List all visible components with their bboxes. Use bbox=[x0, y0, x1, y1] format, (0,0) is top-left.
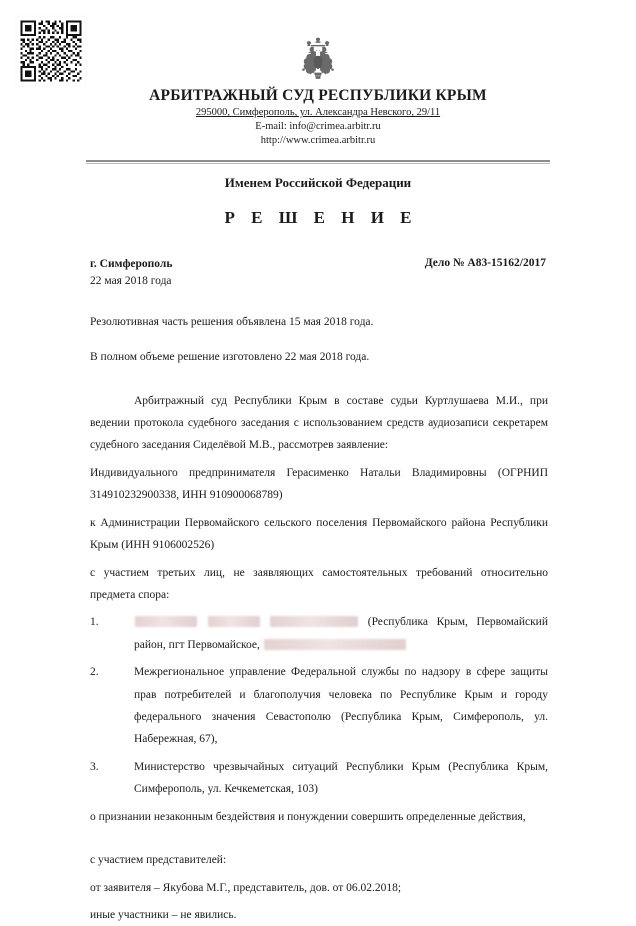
redacted-name-block-1 bbox=[135, 616, 197, 627]
third-parties-intro: с участием третьих лиц, не заявляющих самостоятельных требований относительно предмета спора: bbox=[90, 566, 548, 601]
third-party-1-number: 1. bbox=[90, 616, 99, 629]
full-text-announcement: В полном объеме решение изготовлено 22 мая 2018 года. bbox=[90, 351, 370, 364]
decision-date: 22 мая 2018 года bbox=[90, 275, 172, 288]
court-address: 295000, Симферополь, ул. Александра Невского, 29/11 bbox=[195, 107, 441, 119]
russian-coat-of-arms-icon bbox=[297, 36, 339, 84]
other-participants: иные участники – не явились. bbox=[90, 908, 237, 921]
city-label: г. Симферополь bbox=[90, 258, 173, 271]
third-party-3-text: Министерство чрезвычайных ситуаций Республики Крым (Республика Крым, Симферополь, ул. Кечкеметская, 103) bbox=[134, 760, 548, 796]
document-meta bbox=[90, 256, 546, 289]
subject-of-claim: о признании незаконным бездействия и понуждении совершить определенные действия, bbox=[90, 810, 526, 823]
third-party-item-1 bbox=[90, 611, 548, 656]
applicant-representative: от заявителя – Якубова М.Г., представитель, дов. от 06.02.2018; bbox=[90, 881, 402, 894]
header-divider bbox=[86, 160, 550, 164]
court-composition-paragraph: Арбитражный суд Республики Крым в составе судьи Куртлушаева М.И., при ведении протокола судебного заседания с использованием средств аудиозаписи секретарем судебного заседания Сиделёвой М.В., рассмотрев заявление: bbox=[90, 394, 548, 452]
page-title: Р Е Ш Е Н И Е bbox=[224, 208, 418, 228]
third-party-item-3 bbox=[90, 756, 548, 801]
redacted-address-block bbox=[264, 639, 406, 650]
third-party-3-number: 3. bbox=[90, 760, 99, 773]
third-party-1-text: (Республика Крым, Первомайский район, пгт Первомайское, bbox=[134, 616, 548, 651]
third-party-item-2 bbox=[90, 661, 548, 751]
document-body bbox=[90, 311, 548, 926]
third-party-2-number: 2. bbox=[90, 666, 99, 679]
place-and-date bbox=[90, 256, 172, 289]
redacted-name-block-2 bbox=[208, 616, 260, 627]
letterhead bbox=[0, 0, 636, 148]
redacted-name-block-3 bbox=[270, 616, 358, 627]
representatives-intro: с участием представителей: bbox=[90, 854, 227, 867]
applicant-paragraph: Индивидуального предпринимателя Герасименко Натальи Владимировны (ОГРНИП 314910232900338, ИНН 910900068789) bbox=[90, 466, 548, 502]
operative-part-announcement: Резолютивная часть решения объявлена 15 мая 2018 года. bbox=[90, 315, 374, 328]
qr-code bbox=[15, 15, 87, 87]
qr-code-graphic bbox=[18, 18, 84, 84]
court-website: http://www.crimea.arbitr.ru bbox=[260, 135, 376, 147]
court-name: АРБИТРАЖНЫЙ СУД РЕСПУБЛИКИ КРЫМ bbox=[149, 87, 487, 104]
case-number: Дело № А83-15162/2017 bbox=[424, 257, 546, 270]
third-party-1-body bbox=[134, 611, 548, 656]
third-party-2-text: Межрегиональное управление Федеральной службы по надзору в сфере защиты прав потребителей и благополучия человека по Республике Крым и городу федерального значения Севастополю (Республика Крым, Симферополь, ул. Набережная, 67), bbox=[134, 666, 548, 746]
in-name-of-federation: Именем Российской Федерации bbox=[224, 175, 412, 191]
court-email: E-mail: info@crimea.arbitr.ru bbox=[255, 121, 381, 133]
respondent-paragraph: к Администрации Первомайского сельского поселения Первомайского района Республики Крым (ИНН 9106002526) bbox=[90, 516, 548, 552]
